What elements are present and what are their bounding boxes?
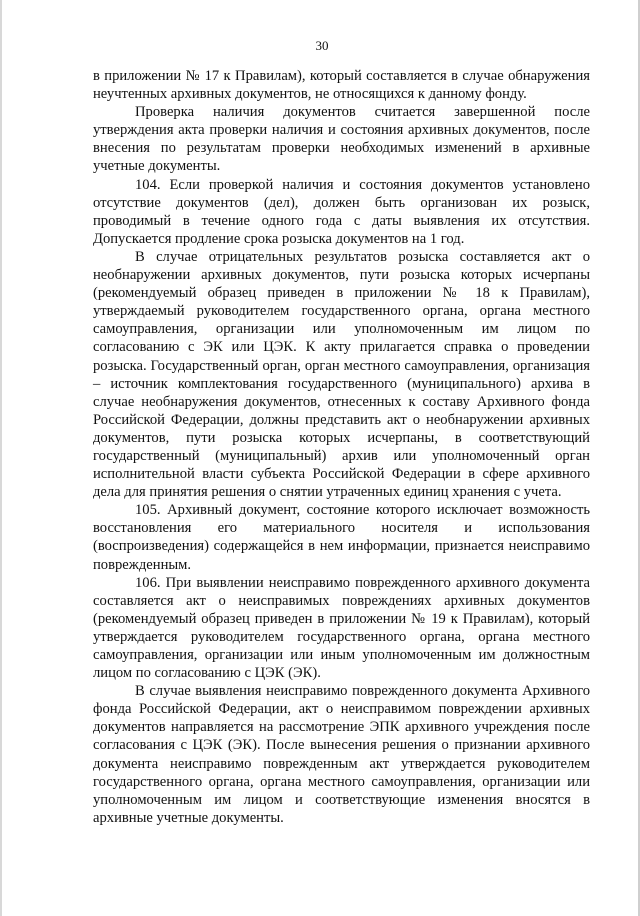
paragraph-inventory-check-completion: Проверка наличия документов считается завершенной после утверждения акта проверки наличия и состояния архивных документов, после внесения по результатам проверки необходимых изменений в архивные учетные документы. (93, 104, 590, 175)
paragraph-damaged-document-procedure: В случае выявления неисправимо поврежденного документа Архивного фонда Российской Федерации, акт о неисправимом повреждении архивных документов направляется на рассмотрение ЭПК архивного учреждения после согласования с ЦЭК (ЭК). После вынесения решения о признании архивного документа неисправимо поврежденным акт утверждается руководителем государственного органа, органа местного самоуправления, организации или уполномоченным им лицом и соответствующие изменения вносятся в архивные учетные документы. (93, 683, 590, 826)
paragraph-106: 106. При выявлении неисправимо поврежденного архивного документа составляется акт о неисправимых повреждениях архивных документов (рекомендуемый образец приведен в приложении № 19 к Правилам), который утверждается руководителем государственного органа, органа местного самоуправления, организации или иным уполномоченным им должностным лицом по согласованию с ЦЭК (ЭК). (93, 574, 590, 682)
document-body (93, 67, 590, 827)
paragraph-105: 105. Архивный документ, состояние которого исключает возможность восстановления его материального носителя и использования (воспроизведения) содержащейся в нем информации, признается неисправимо поврежденным. (93, 502, 590, 573)
paragraph-104: 104. Если проверкой наличия и состояния документов установлено отсутствие документов (дел), должен быть организован их розыск, проводимый в течение одного года с даты выявления их отсутствия. Допускается продление срока розыска документов на 1 год. (93, 176, 590, 247)
paragraph-search-negative-result: В случае отрицательных результатов розыска составляется акт о необнаружении архивных документов, пути розыска которых исчерпаны (рекомендуемый образец приведен в приложении № 18 к Правилам), утверждаемый руководителем государственного органа, органа местного самоуправления, организации или уполномоченным им лицом по согласованию с ЭК или ЦЭК. К акту прилагается справка о проведении розыска. Государственный орган, орган местного самоуправления, организация – источник комплектования государственного (муниципального) архива в случае необнаружения документов, отнесенных к составу Архивного фонда Российской Федерации, должны представить акт о необнаружении архивных документов, пути розыска которых исчерпаны, в соответствующий государственный (муниципальный) архив или уполномоченный орган исполнительной власти субъекта Российской Федерации в сфере архивного дела для принятия решения о снятии утраченных единиц хранения с учета. (93, 248, 590, 501)
page-number: 30 (315, 38, 329, 53)
paragraph-continuation: в приложении № 17 к Правилам), который составляется в случае обнаружения неучтенных архивных документов, не относящихся к данному фонду. (93, 68, 590, 103)
